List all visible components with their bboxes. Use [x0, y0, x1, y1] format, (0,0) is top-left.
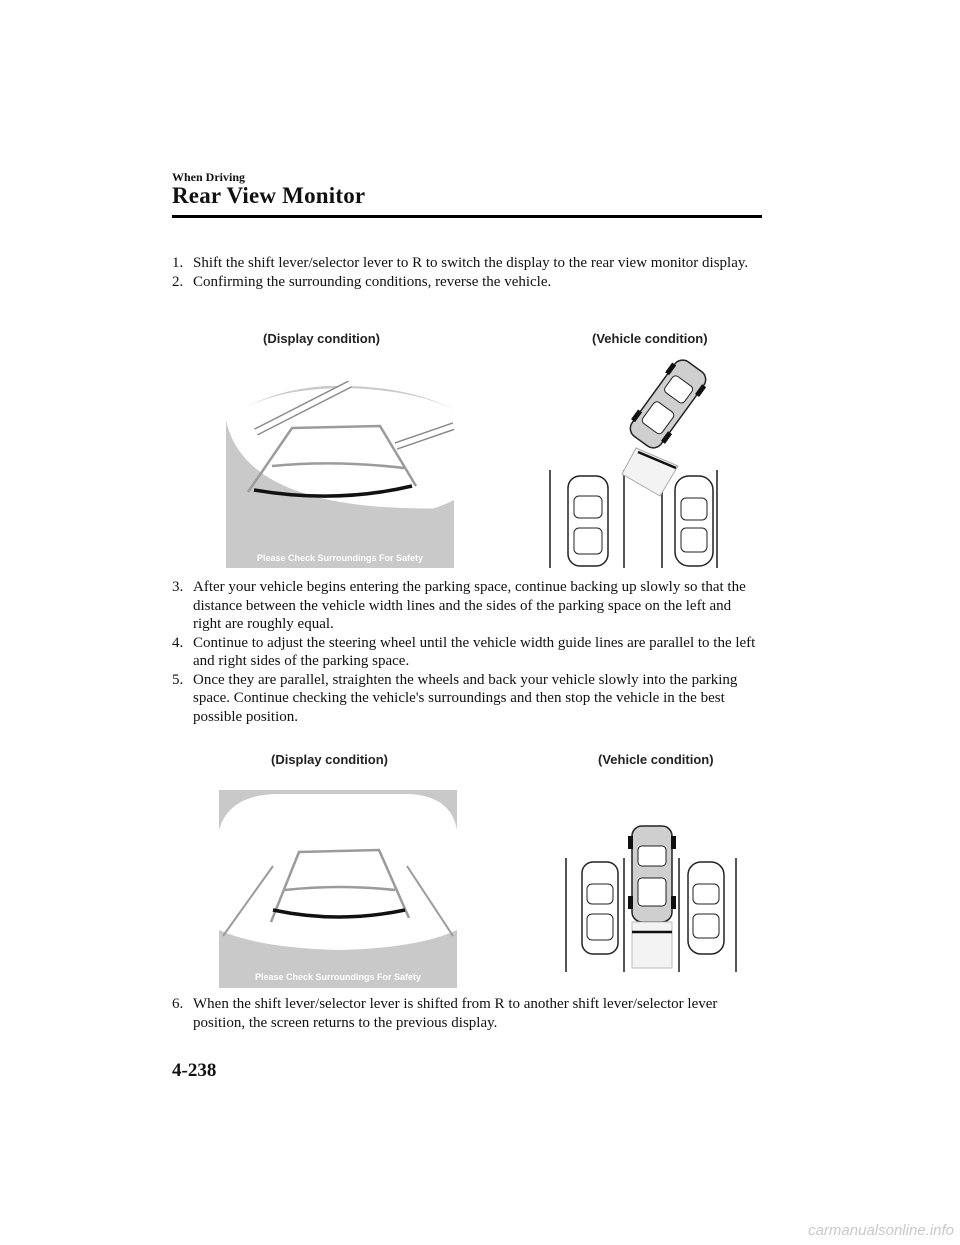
list-item: 5. Once they are parallel, straighten the wheels and back your vehicle slowly into the parking space. Continue checking the vehicle's surroundings and then stop the vehicle in the best possible position.: [172, 671, 738, 725]
vehicle-condition-illustration-2: [556, 822, 746, 972]
steps-list-top: [172, 254, 762, 291]
vehicle-condition-caption: (Vehicle condition): [592, 331, 708, 346]
vehicle-condition-caption-2: (Vehicle condition): [598, 752, 714, 767]
page-title: Rear View Monitor: [172, 183, 366, 208]
steps-list-bottom: [172, 995, 762, 1032]
title-rule: [172, 215, 762, 218]
list-item: 1. Shift the shift lever/selector lever to R to switch the display to the rear view monitor display.: [172, 255, 749, 271]
list-item: 4. Continue to adjust the steering wheel until the vehicle width guide lines are parallel to the left and right sides of the parking space.: [172, 634, 756, 669]
rear-view-display-illustration: [226, 380, 454, 568]
safety-banner-2: Please Check Surroundings For Safety: [254, 972, 422, 982]
rear-view-display-illustration-2: [219, 790, 457, 988]
list-item: 6. When the shift lever/selector lever is shifted from R to another shift lever/selector lever position, the screen returns to the previous display.: [172, 996, 718, 1031]
steps-list-middle: [172, 578, 762, 726]
vehicle-condition-illustration: [540, 356, 730, 568]
display-condition-caption: (Display condition): [263, 331, 380, 346]
watermark: carmanualsonline.info: [808, 1222, 954, 1239]
section-label: When Driving: [172, 170, 246, 184]
list-item: 2. Confirming the surrounding conditions, reverse the vehicle.: [172, 273, 552, 290]
safety-banner: Please Check Surroundings For Safety: [256, 553, 424, 563]
list-item: 3. After your vehicle begins entering the parking space, continue backing up slowly so that the distance between the vehicle width lines and the sides of the parking space on the left and right are roughly equal.: [172, 579, 746, 632]
page-number: 4-238: [172, 1060, 217, 1081]
display-condition-caption-2: (Display condition): [271, 752, 388, 767]
